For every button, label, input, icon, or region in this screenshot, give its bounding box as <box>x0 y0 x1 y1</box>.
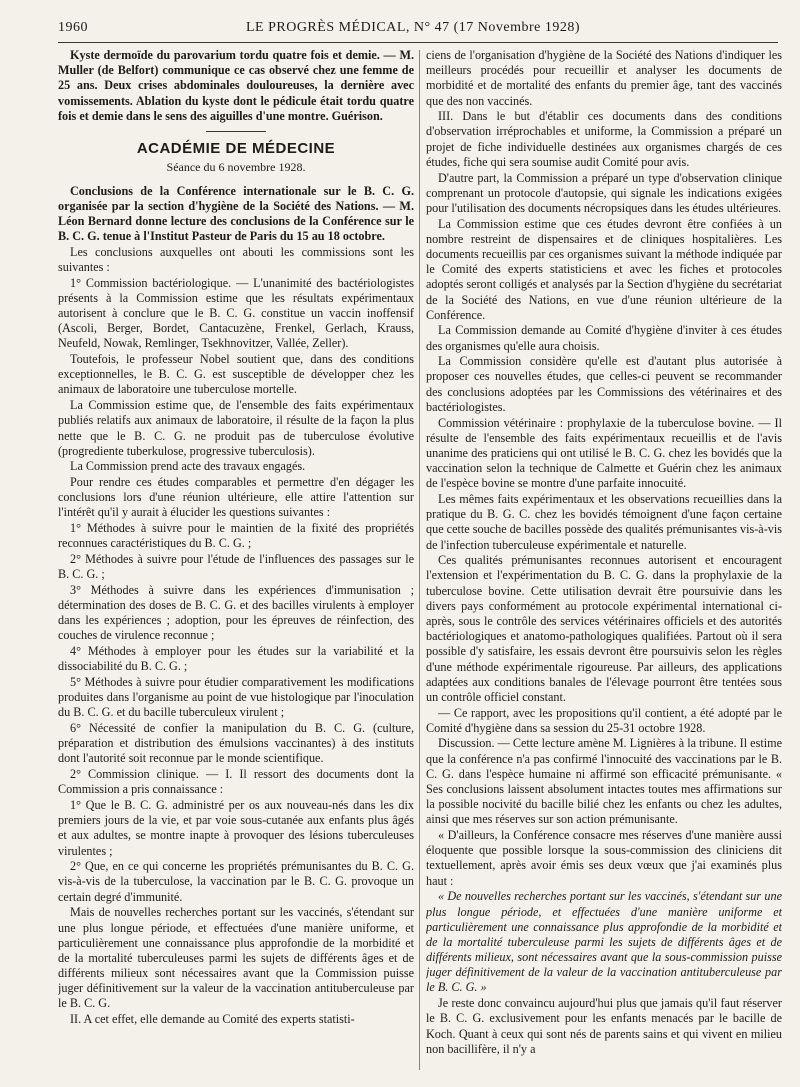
list-item: 1° Que le B. C. G. administré per os aux nouveau-nés dans les dix premiers jours de la vie, et par voie sous-cutanée aux enfants plus âgés et aux adultes, se montre inapte à provoquer des lésions tuberculeuses virulentes ; <box>58 798 414 858</box>
paragraph: Mais de nouvelles recherches portant sur les vaccinés, s'étendant sur une plus longue période, et effectuées d'une manière uniforme, et particulièrement une connaissance plus approfondie de la morbidité et de la mortalité tuberculeuses parmi les sujets de différents âges et de différents milieux sont nécessaires avant que la Commission puisse juger définitivement sur la valeur de la vaccination antituberculeuse par le B. C. G. <box>58 905 414 1011</box>
paragraph: La Commission estime que ces études devront être confiées à un nombre restreint de dispensaires et de cliniques hospitalières. Les documents recueillis par ces organismes suivant la méthode indiquée par le Comité des experts statisticiens et avec les fiches et protocoles adoptés seront colligés et analysés par la Section d'hygiène du secrétariat de la Société des Nations, en vue d'une réunion ultérieure de la Conférence. <box>426 216 782 322</box>
paragraph: Les conclusions auxquelles ont abouti les commissions sont les suivantes : <box>58 244 414 274</box>
paragraph: II. A cet effet, elle demande au Comité des experts statisti- <box>70 1012 355 1027</box>
list-item: 1° Méthodes à suivre pour le maintien de la fixité des propriétés reconnues caractéristiques du B. C. G. ; <box>58 521 414 551</box>
paragraph: Ces qualités prémunisantes reconnues autorisent et encouragent l'extension et l'expérimentation du B. C. G. dans la prophylaxie de la tuberculose bovine. Cette utilisation devrait être poursuivie dans les divers pays conformément au protocole expérimental international ci-après, sous le contrôle des services vétérinaires officiels et des autorités bactériologiques et anatomo-pathologiques qualifiées. Partout où il sera possible d'y satisfaire, les essais devront être poursuivis selon les règles d'une méthode expérimentale rigoureuse. Par ailleurs, des applications adaptées aux conditions banales de l'élevage pourront être tentées sous un contrôle officiel constant. <box>426 553 782 704</box>
section-title: ACADÉMIE DE MÉDECINE <box>136 139 336 157</box>
list-item: 2° Méthodes à suivre pour l'étude de l'influences des passages sur le B. C. G. ; <box>58 552 414 582</box>
quotation: « De nouvelles recherches portant sur les vaccinés, s'étendant sur une plus longue période, et effectuées d'une manière uniforme et particulièrement une connaissance plus approfondie de la morbidité et de la mortalité tuberculeuse parmi les sujets de différents âges et de différents milieux, sont nécessaires avant que la sous-commission puisse juger définitivement de la valeur de la vaccination antituberculeuse par le B. C. G. » <box>426 889 782 995</box>
list-item: 3° Méthodes à suivre dans les expériences d'immunisation ; détermination des doses de B. C. G. et des bacilles virulents à employer dans les expériences ; adoption, pour les épreuves de réinfection, des couches de virulence reconnue ; <box>58 582 414 643</box>
paragraph: Les mêmes faits expérimentaux et les observations recueillies dans la pratique du B. G. C. chez les bovidés témoignent d'une façon certaine que cette souche de bacilles possède des qualités prémunisantes vis-à-vis de l'infection tuberculeuse expérimentale et naturelle. <box>426 491 782 552</box>
lead-paragraph: Kyste dermoïde du parovarium tordu quatre fois et demie. — M. Muller (de Belfort) communique ce cas observé chez une femme de 25 ans. Deux crises abdominales douloureuses, la dernière avec vomissements. Ablation du kyste dont le pédicule était tordu quatre fois et demie dans le sens des aiguilles d'une montre. Guérison. <box>58 48 414 123</box>
paragraph: — Ce rapport, avec les propositions qu'il contient, a été adopté par le Comité d'hygiène dans sa session du 25-31 octobre 1928. <box>426 705 782 735</box>
paragraph: ciens de l'organisation d'hygiène de la Société des Nations d'indiquer les meilleurs procédés pour recueillir et analyser les documents de morbidité et de mortalité des enfants du premier âge, tant des vaccinés que des non vaccinés. <box>426 48 782 108</box>
paragraph: La Commission considère qu'elle est d'autant plus autorisée à proposer ces nouvelles études, que celles-ci peuvent se recommander des conclusions adoptées par les Commissions des vétérinaires et des bactériologistes. <box>426 354 782 414</box>
paragraph: La Commission estime que, de l'ensemble des faits expérimentaux publiés relatifs aux animaux de laboratoire, il résulte de la façon la plus nette que le B. C. G. ne produit pas de tuberculose évolutive (progrediente tuberkulose, progressive tuberculosis). <box>58 398 414 458</box>
paragraph: 1° Commission bactériologique. — L'unanimité des bactériologistes présents à la Commission estime que les résultats expérimentaux autorisent à conclure que le B. C. G. constitue un vaccin inoffensif (Ascoli, Berger, Bordet, Cantacuzène, Frenkel, Gerlach, Krauss, Neufeld, Nowak, Remlinger, Tsekhnovitzer, Vallée, Zeller). <box>58 275 414 351</box>
section-separator <box>206 131 266 132</box>
header-rule <box>58 42 778 43</box>
paragraph: « D'ailleurs, la Conférence consacre mes réserves d'une manière aussi éloquente que possible lorsque la sous-commission des cliniciens dit textuellement, après avoir émis ses deux vœux que j'ai examinés plus haut : <box>426 828 782 888</box>
paragraph: Toutefois, le professeur Nobel soutient que, dans des conditions exceptionnelles, le B. C. G. est susceptible de développer chez les animaux de laboratoire une tuberculose mortelle. <box>58 352 414 397</box>
paragraph: Conclusions de la Conférence internationale sur le B. C. G. organisée par la section d'hygiène de la Société des Nations. — M. Léon Bernard donne lecture des conclusions de la Conférence sur le B. C. G. tenue à l'Institut Pasteur de Paris du 15 au 18 octobre. <box>58 183 414 244</box>
paragraph: 2° Commission clinique. — I. Il ressort des documents dont la Commission a pris connaissance : <box>58 767 414 797</box>
list-item: 5° Méthodes à suivre pour étudier comparativement les modifications produites dans l'organisme au point de vue histologique par l'inoculation du B. C. G. et du bacille tuberculeux virulent ; <box>58 675 414 720</box>
paragraph: La Commission demande au Comité d'hygiène d'inviter à ces études des organismes qu'elle aura choisis. <box>426 323 782 353</box>
paragraph: III. Dans le but d'établir ces documents dans des conditions d'observation irréprochables et uniforme, la Commission a préparé un projet de fiche individuelle destinées aux organismes chargés de ces études, fiche qui sera soumise audit Comité pour avis. <box>426 109 782 169</box>
column-divider <box>419 50 420 1070</box>
right-column <box>426 48 782 1080</box>
page-number: 1960 <box>58 20 88 35</box>
left-column <box>58 48 414 1080</box>
list-item: 6° Nécessité de confier la manipulation du B. C. G. (culture, préparation et distribution des émulsions vaccinantes) à des instituts dont l'autorité soit reconnue par le monde scientifique. <box>58 721 414 766</box>
list-item: 4° Méthodes à employer pour les études sur la variabilité et la dissociabilité du B. C. G. ; <box>58 644 414 674</box>
paragraph: Je reste donc convaincu aujourd'hui plus que jamais qu'il faut réserver le B. C. G. exclusivement pour les enfants menacés par le bacille de Koch. Quant à ceux qui sont nés de parents sains et qui vivent en milieu non bacillifère, il n'y a <box>426 996 782 1056</box>
paragraph: La Commission prend acte des travaux engagés. <box>70 459 306 474</box>
running-header <box>58 20 778 42</box>
journal-title: LE PROGRÈS MÉDICAL, N° 47 (17 Novembre 1928) <box>245 20 581 35</box>
paragraph: Pour rendre ces études comparables et permettre d'en dégager les conclusions lors d'une réunion ultérieure, elle attire l'attention sur l'intérêt qu'il y aurait à élucider les questions suivantes : <box>58 475 414 520</box>
paragraph: D'autre part, la Commission a préparé un type d'observation clinique comprenant un protocole d'autopsie, qui signale les indications exigées pour l'utilisation des documents nécropsiques dans les études ultérieures. <box>426 170 782 215</box>
section-subtitle: Séance du 6 novembre 1928. <box>166 159 306 174</box>
list-item: 2° Que, en ce qui concerne les propriétés prémunisantes du B. C. G. vis-à-vis de la tuberculose, la vaccination par le B. C. G. provoque un certain degré d'immunité. <box>58 859 414 904</box>
paragraph: Commission vétérinaire : prophylaxie de la tuberculose bovine. — Il résulte de l'ensemble des faits expérimentaux recueillis et de l'avis unanime des praticiens qui ont utilisé le B. C. G. chez les bovidés que la vaccination selon la technique de Calmette et Guérin chez les animaux de l'espèce bovine se montre d'une parfaite innocuité. <box>426 415 782 491</box>
paragraph: Discussion. — Cette lecture amène M. Lignières à la tribune. Il estime que la conférence n'a pas confirmé l'innocuité des vaccinations par le B. C. G. dans l'espèce humaine ni affirmé son efficacité prémunisante. « Ses conclusions laissent absolument intactes toutes mes affirmations sur la possible nocivité du bacille bilié chez les enfants ou chez les adultes, ainsi que mes réserves sur son action prémunisante. <box>426 736 782 827</box>
